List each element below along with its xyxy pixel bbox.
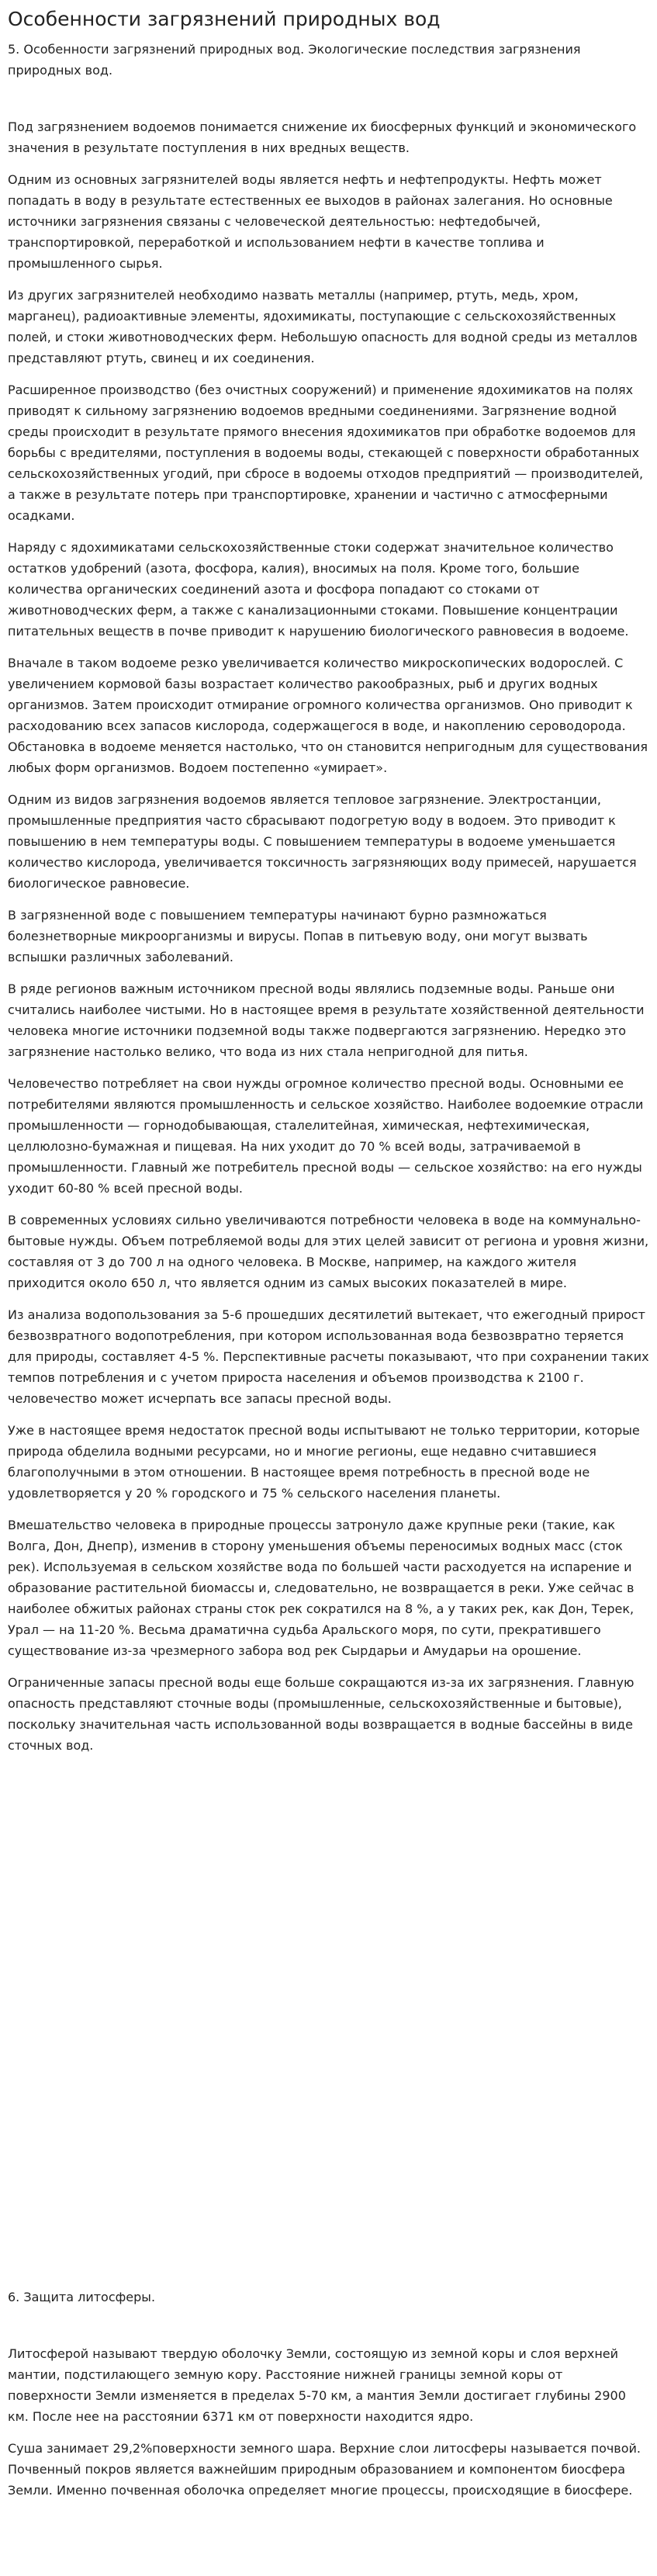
paragraph: В загрязненной воде с повышением температуры начинают бурно размножаться болезнетворные микроорганизмы и вирусы. Попав в питьевую воду, они могут вызвать вспышки различных заболеваний. <box>8 908 588 964</box>
paragraph: Ограниченные запасы пресной воды еще больше сокращаются из-за их загрязнения. Главную опасность представляют сточные воды (промышленные, сельскохозяйственные и бытовые), поскольку значительная часть использованной воды возвращается в водные бассейны в виде сточных вод. <box>8 1675 635 1753</box>
paragraph: Вмешательство человека в природные процессы затронуло даже крупные реки (такие, как Волга, Дон, Днепр), изменив в сторону уменьшения объемы переносимых водных масс (сток рек). Используемая в сельском хозяйстве вода по большей части расходуется на испарение и образование растительной биомассы и, следовательно, не возвращается в реки. Уже сейчас в наиболее обжитых районах страны сток рек сократился на 8 %, а у таких рек, как Дон, Терек, Урал — на 11-20 %. Весьма драматична судьба Аральского моря, по сути, прекратившего существование из-за чрезмерного забора вод рек Сырдарьи и Амударьи на орошение. <box>8 1518 635 1658</box>
section-lithosphere <box>8 2287 649 2501</box>
paragraph: Из других загрязнителей необходимо назвать металлы (например, ртуть, медь, хром, марганец), радиоактивные элементы, ядохимикаты, поступающие с сельскохозяйственных полей, и стоки животноводческих ферм. Небольшую опасность для водной среды из металлов представляют ртуть, свинец и их соединения. <box>8 288 638 365</box>
paragraph: Одним из видов загрязнения водоемов является тепловое загрязнение. Электростанции, промышленные предприятия часто сбрасывают подогретую воду в водоем. Это приводит к повышению в нем температуры воды. С повышением температуры в водоеме уменьшается количество кислорода, увеличивается токсичность загрязняющих воду примесей, нарушается биологическое равновесие. <box>8 792 637 891</box>
paragraph: Одним из основных загрязнителей воды является нефть и нефтепродукты. Нефть может попадать в воду в результате естественных ее выходов в районах залегания. Но основные источники загрязнения связаны с человеческой деятельностью: нефтедобычей, транспортировкой, переработкой и использованием нефти в качестве топлива и промышленного сырья. <box>8 172 613 271</box>
paragraph: Человечество потребляет на свои нужды огромное количество пресной воды. Основными ее потребителями являются промышленность и сельское хозяйство. Наиболее водоемкие отрасли промышленности — горнодобывающая, сталелитейная, химическая, нефтехимическая, целлюлозно-бумажная и пищевая. На них уходит до 70 % всей воды, затрачиваемой в промышленности. Главный же потребитель пресной воды — сельское хозяйство: на его нужды уходит 60-80 % всей пресной воды. <box>8 1076 644 1196</box>
paragraph: В ряде регионов важным источником пресной воды являлись подземные воды. Раньше они считались наиболее чистыми. Но в настоящее время в результате хозяйственной деятельности человека многие источники подземной воды также подвергаются загрязнению. Нередко это загрязнение настолько велико, что вода из них стала непригодной для питья. <box>8 982 645 1059</box>
paragraph: В современных условиях сильно увеличиваются потребности человека в воде на коммунально-бытовые нужды. Объем потребляемой воды для этих целей зависит от региона и уровня жизни, составляя от 3 до 700 л на одного человека. В Москве, например, на каждого жителя приходится около 650 л, что является одним из самых высоких показателей в мире. <box>8 1213 649 1290</box>
paragraph: Суша занимает 29,2%поверхности земного шара. Верхние слои литосферы называется почвой. Почвенный покров является важнейшим природным образованием и компонентом биосфера Земли. Именно почвенная оболочка определяет многие процессы, происходящие в биосфере. <box>8 2441 641 2498</box>
paragraph: Уже в настоящее время недостаток пресной воды испытывают не только территории, которые природа обделила водными ресурсами, но и многие регионы, еще недавно считавшиеся благополучными в этом отношении. В настоящее время потребность в пресной воде не удовлетворяется у 20 % городского и 75 % сельского населения планеты. <box>8 1423 640 1501</box>
section-heading: 6. Защита литосферы. <box>8 2290 156 2304</box>
paragraph: Под загрязнением водоемов понимается снижение их биосферных функций и экономического значения в результате поступления в них вредных веществ. <box>8 119 637 155</box>
paragraph: Из анализа водопользования за 5-6 прошедших десятилетий вытекает, что ежегодный прирост безвозвратного водопотребления, при котором использованная вода безвозвратно теряется для природы, составляет 4-5 %. Перспективные расчеты показывают, что при сохранении таких темпов потребления и с учетом прироста населения и объемов производства к 2100 г. человечество может исчерпать все запасы пресной воды. <box>8 1307 649 1406</box>
section-lead: 5. Особенности загрязнений природных вод. Экологические последствия загрязнения природных вод. <box>8 42 581 78</box>
paragraph: Литосферой называют твердую оболочку Земли, состоящую из земной коры и слоя верхней мантии, подстилающего земную кору. Расстояние нижней границы земной коры от поверхности Земли изменяется в пределах 5-70 км, а мантия Земли достигает глубины 2900 км. После нее на расстоянии 6371 км от поверхности находится ядро. <box>8 2346 626 2424</box>
paragraph: Наряду с ядохимикатами сельскохозяйственные стоки содержат значительное количество остатков удобрений (азота, фосфора, калия), вносимых на поля. Кроме того, большие количества органических соединений азота и фосфора попадают со стоками от животноводческих ферм, а также с канализационными стоками. Повышение концентрации питательных веществ в почве приводит к нарушению биологического равновесия в водоеме. <box>8 540 629 639</box>
blank-space <box>8 1767 649 2287</box>
paragraph: Вначале в таком водоеме резко увеличивается количество микроскопических водорослей. С увеличением кормовой базы возрастает количество ракообразных, рыб и других водных организмов. Затем происходит отмирание огромного количества организмов. Оно приводит к расходованию всех запасов кислорода, содержащегося в воде, и накоплению сероводорода. Обстановка в водоеме меняется настолько, что он становится непригодным для существования любых форм организмов. Водоем постепенно «умирает». <box>8 656 648 775</box>
paragraph: Расширенное производство (без очистных сооружений) и применение ядохимикатов на полях приводят к сильному загрязнению водоемов вредными соединениями. Загрязнение водной среды происходит в результате прямого внесения ядохимикатов при обработке водоемов для борьбы с вредителями, поступления в водоемы воды, стекающей с поверхности обработанных сельскохозяйственных угодий, при сбросе в водоемы отходов предприятий — производителей, а также в результате потерь при транспортировке, хранении и частично с атмосферными осадками. <box>8 383 644 523</box>
section-water-pollution <box>8 116 649 1756</box>
page-title: Особенности загрязнений природных вод <box>8 8 441 30</box>
